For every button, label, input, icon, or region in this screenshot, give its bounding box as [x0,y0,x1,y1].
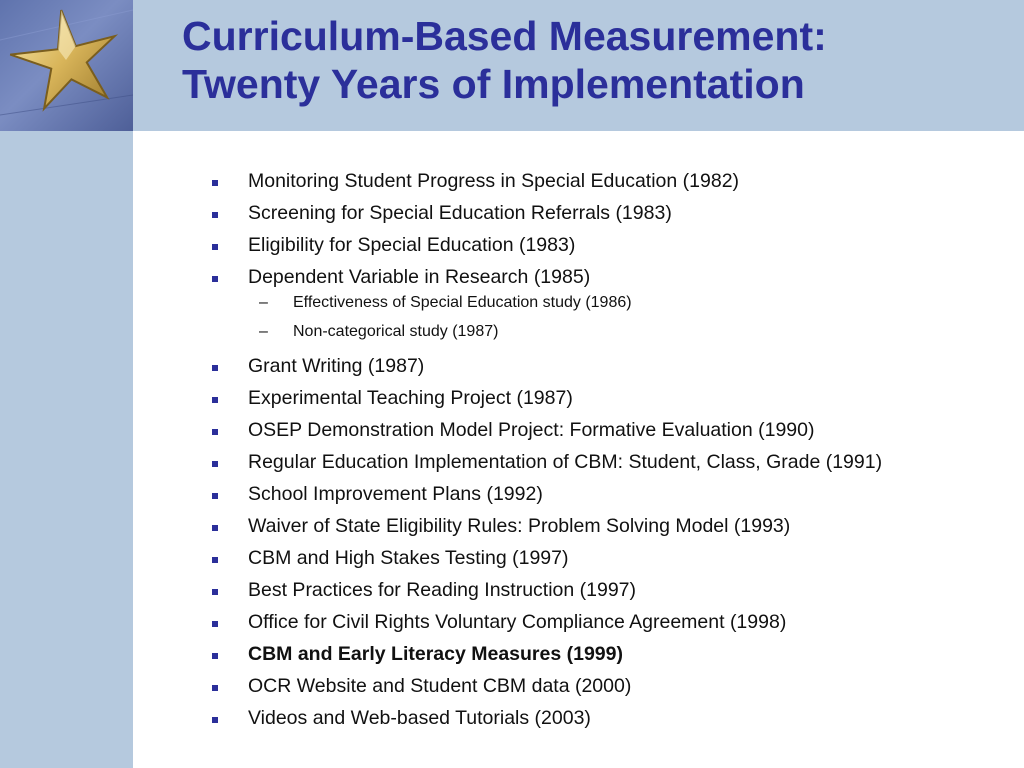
list-item [212,641,972,667]
title-line-1: Curriculum-Based Measurement: [182,13,827,59]
dash-marker: – [259,294,268,311]
title-line-2: Twenty Years of Implementation [182,61,805,107]
bullet-square-icon [212,365,218,371]
bullet-square-icon [212,653,218,659]
list-item [212,385,972,411]
list-item [212,577,972,603]
bullet-square-icon [212,429,218,435]
list-item-text: Waiver of State Eligibility Rules: Problem Solving Model (1993) [248,515,791,537]
list-item-text: CBM and High Stakes Testing (1997) [248,547,569,569]
sub-list-item [212,322,972,342]
slide-title [182,12,1012,108]
list-item-text: Dependent Variable in Research (1985) [248,266,591,288]
list-item [212,513,972,539]
bullet-square-icon [212,557,218,563]
bullet-square-icon [212,397,218,403]
list-item-text: Videos and Web-based Tutorials (2003) [248,707,591,729]
gold-star-icon [0,0,133,131]
list-item [212,705,972,731]
list-item [212,200,972,226]
list-item [212,353,972,379]
bullet-square-icon [212,276,218,282]
list-item-text: OSEP Demonstration Model Project: Formative Evaluation (1990) [248,419,815,441]
list-item [212,545,972,571]
list-item [212,481,972,507]
list-item-text: Experimental Teaching Project (1987) [248,387,573,409]
list-item-text: Best Practices for Reading Instruction (1997) [248,579,637,601]
list-item [212,168,972,194]
list-item [212,232,972,258]
sub-list-item [212,293,972,313]
bullet-square-icon [212,525,218,531]
list-item-text: Grant Writing (1987) [248,355,425,377]
list-item-text: CBM and Early Literacy Measures (1999) [248,643,623,665]
bullet-square-icon [212,685,218,691]
list-item-text: School Improvement Plans (1992) [248,483,543,505]
sub-list-item-text: Effectiveness of Special Education study (1986) [293,294,632,311]
list-item [212,417,972,443]
list-item-text: Monitoring Student Progress in Special Education (1982) [248,170,740,192]
bullet-square-icon [212,461,218,467]
list-item-text: Eligibility for Special Education (1983) [248,234,576,256]
list-item [212,609,972,635]
bullet-list [212,168,972,737]
bullet-square-icon [212,180,218,186]
dash-marker: – [259,323,268,340]
list-item-text: Screening for Special Education Referrals (1983) [248,202,672,224]
bullet-square-icon [212,589,218,595]
list-item [212,264,972,290]
bullet-square-icon [212,493,218,499]
list-item [212,673,972,699]
bullet-square-icon [212,621,218,627]
bullet-square-icon [212,244,218,250]
list-item-text: Regular Education Implementation of CBM: Student, Class, Grade (1991) [248,451,883,473]
list-item-text: OCR Website and Student CBM data (2000) [248,675,632,697]
bullet-square-icon [212,212,218,218]
list-item [212,449,972,475]
list-item-text: Office for Civil Rights Voluntary Compliance Agreement (1998) [248,611,787,633]
bullet-square-icon [212,717,218,723]
sub-list-item-text: Non-categorical study (1987) [293,323,499,340]
